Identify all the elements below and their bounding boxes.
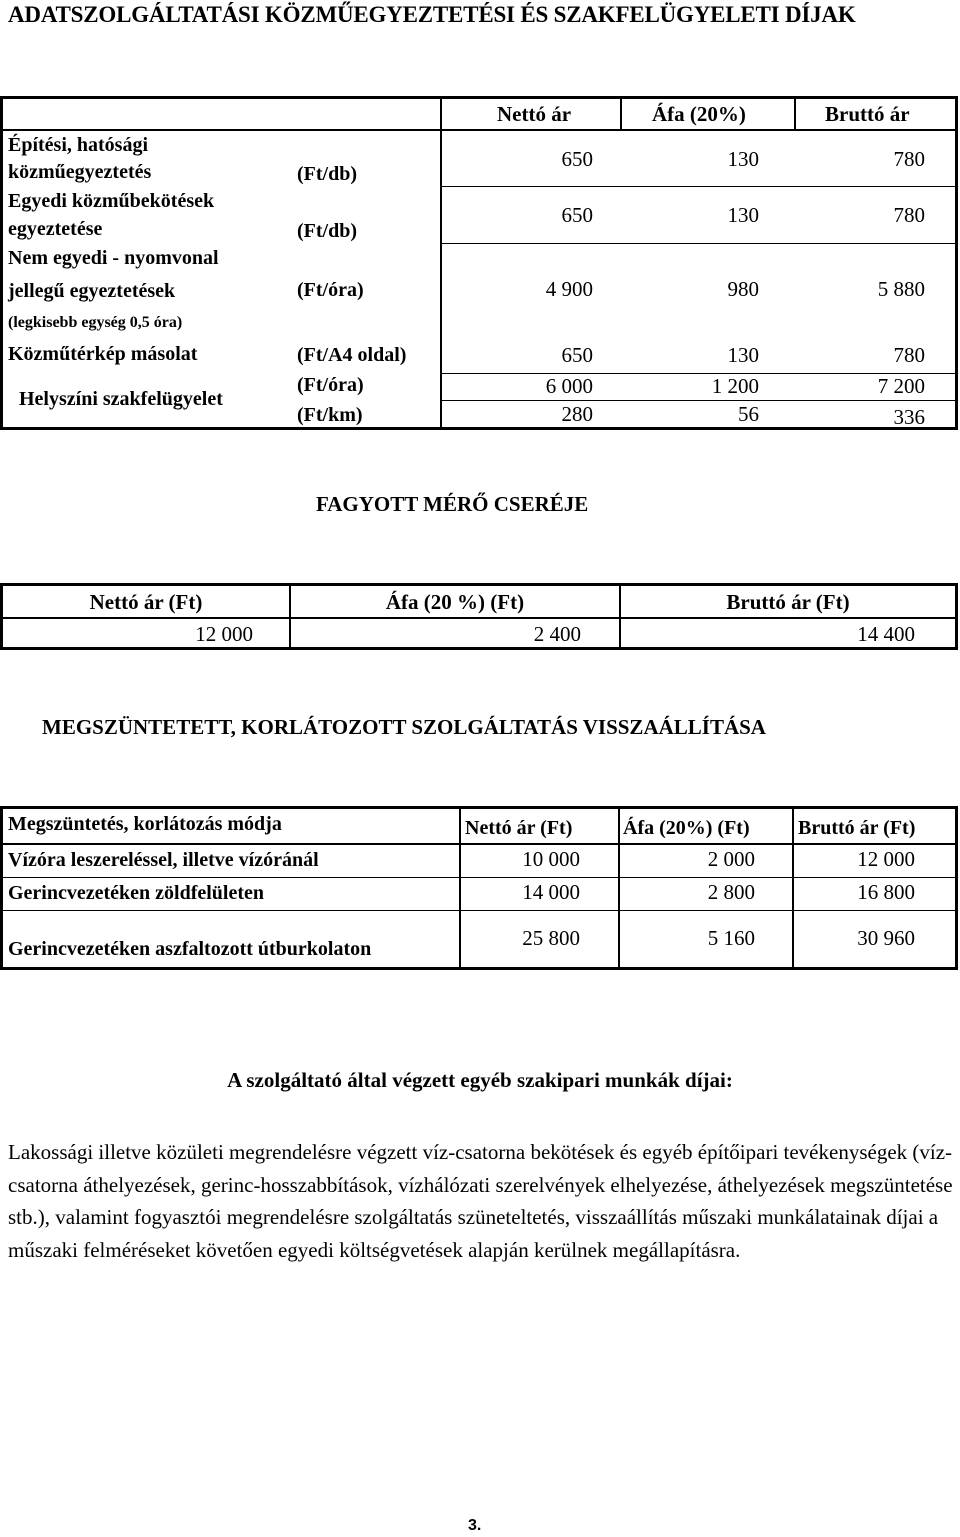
row-label: Helyszíni szakfelügyelet	[19, 388, 223, 410]
row-divider	[440, 186, 955, 187]
row-note: (legkisebb egység 0,5 óra)	[8, 314, 183, 331]
vat-value: 2 400	[533, 622, 581, 646]
row-unit: (Ft/óra)	[297, 279, 364, 301]
gross-value: 12 000	[857, 847, 915, 871]
header-vat: Áfa (20%) (Ft)	[623, 817, 750, 839]
row-unit: (Ft/óra)	[297, 374, 364, 396]
net-value: 10 000	[522, 847, 580, 871]
row-label: közműegyeztetés	[8, 161, 152, 183]
row-label: Vízóra leszereléssel, illetve vízóránál	[8, 849, 319, 871]
meter-section-title: FAGYOTT MÉRŐ CSERÉJE	[316, 492, 589, 516]
col-divider	[618, 809, 620, 967]
net-value: 650	[561, 343, 593, 367]
page-number: 3.	[468, 1517, 482, 1534]
gross-value: 30 960	[857, 926, 915, 950]
row-divider	[3, 617, 955, 619]
row-unit: (Ft/db)	[297, 220, 357, 242]
header-method: Megszüntetés, korlátozás módja	[8, 813, 282, 835]
gross-value: 780	[893, 147, 925, 171]
vat-value: 130	[727, 343, 759, 367]
gross-value: 5 880	[877, 277, 925, 301]
vat-value: 5 160	[707, 926, 755, 950]
row-divider	[440, 400, 955, 401]
gross-value: 7 200	[877, 374, 925, 398]
net-value: 6 000	[545, 374, 593, 398]
row-divider	[3, 877, 955, 878]
gross-value: 16 800	[857, 880, 915, 904]
other-works-title: A szolgáltató által végzett egyéb szakipari munkák díjai:	[227, 1068, 733, 1092]
row-label: jellegű egyeztetések	[8, 280, 176, 302]
header-gross: Bruttó ár	[825, 102, 910, 126]
gross-value: 14 400	[857, 622, 915, 646]
col-divider	[459, 809, 461, 967]
row-label: Építési, hatósági	[8, 134, 149, 156]
gross-value: 336	[893, 405, 925, 429]
vat-value: 2 000	[707, 847, 755, 871]
net-value: 25 800	[522, 926, 580, 950]
header-net: Nettó ár (Ft)	[465, 817, 573, 839]
row-label: Közműtérkép másolat	[8, 343, 198, 365]
row-label: Egyedi közműbekötések	[8, 190, 215, 212]
col-divider	[794, 99, 796, 129]
page-title: ADATSZOLGÁLTATÁSI KÖZMŰEGYEZTETÉSI ÉS SZAKFELÜGYELETI DÍJAK	[8, 2, 856, 27]
net-value: 12 000	[195, 622, 253, 646]
row-divider	[3, 129, 955, 131]
gross-value: 780	[893, 343, 925, 367]
gross-value: 780	[893, 203, 925, 227]
row-label: egyeztetése	[8, 218, 103, 240]
row-label: Gerincvezetéken zöldfelületen	[8, 882, 265, 904]
row-label: Nem egyedi - nyomvonal	[8, 247, 219, 269]
net-value: 4 900	[545, 277, 593, 301]
col-divider	[792, 809, 794, 967]
row-divider	[3, 843, 955, 845]
vat-value: 130	[727, 203, 759, 227]
vat-value: 1 200	[711, 374, 759, 398]
header-vat: Áfa (20 %) (Ft)	[385, 590, 525, 614]
row-divider	[3, 910, 955, 911]
restore-table	[0, 806, 958, 970]
row-divider	[440, 243, 955, 244]
row-unit: (Ft/km)	[297, 404, 363, 426]
net-value: 280	[561, 402, 593, 426]
row-unit: (Ft/A4 oldal)	[297, 344, 407, 366]
header-vat: Áfa (20%)	[652, 102, 746, 126]
row-label: Gerincvezetéken aszfaltozott útburkolaton	[8, 938, 372, 960]
header-gross: Bruttó ár (Ft)	[798, 817, 916, 839]
restore-section-title: MEGSZÜNTETETT, KORLÁTOZOTT SZOLGÁLTATÁS VISSZAÁLLÍTÁSA	[42, 715, 766, 739]
header-net: Nettó ár	[497, 102, 572, 126]
col-divider	[620, 99, 622, 129]
vat-value: 56	[738, 402, 759, 426]
col-divider	[440, 99, 442, 427]
fees-table	[0, 96, 958, 430]
row-unit: (Ft/db)	[297, 163, 357, 185]
vat-value: 130	[727, 147, 759, 171]
header-gross: Bruttó ár (Ft)	[726, 590, 850, 614]
other-works-text: Lakossági illetve közületi megrendelésre végzett víz-csatorna bekötések és egyéb építőipari tevékenységek (víz-csatorna áthelyezések, gerinc-hosszabbítások, vízhálózati szerelvények elhelyezése, áthelyezések megszüntetése stb.), valamint fogyasztói megrendelésre szolgáltatás szüneteltetés, visszaállítás műszaki munkálatainak díjai a műszaki felméréseket követően egyedi költségvetések alapján kerülnek megállapításra.	[8, 1140, 953, 1262]
net-value: 650	[561, 147, 593, 171]
meter-table	[0, 583, 958, 650]
header-net: Nettó ár (Ft)	[89, 590, 203, 614]
net-value: 650	[561, 203, 593, 227]
vat-value: 2 800	[707, 880, 755, 904]
vat-value: 980	[727, 277, 759, 301]
net-value: 14 000	[522, 880, 580, 904]
